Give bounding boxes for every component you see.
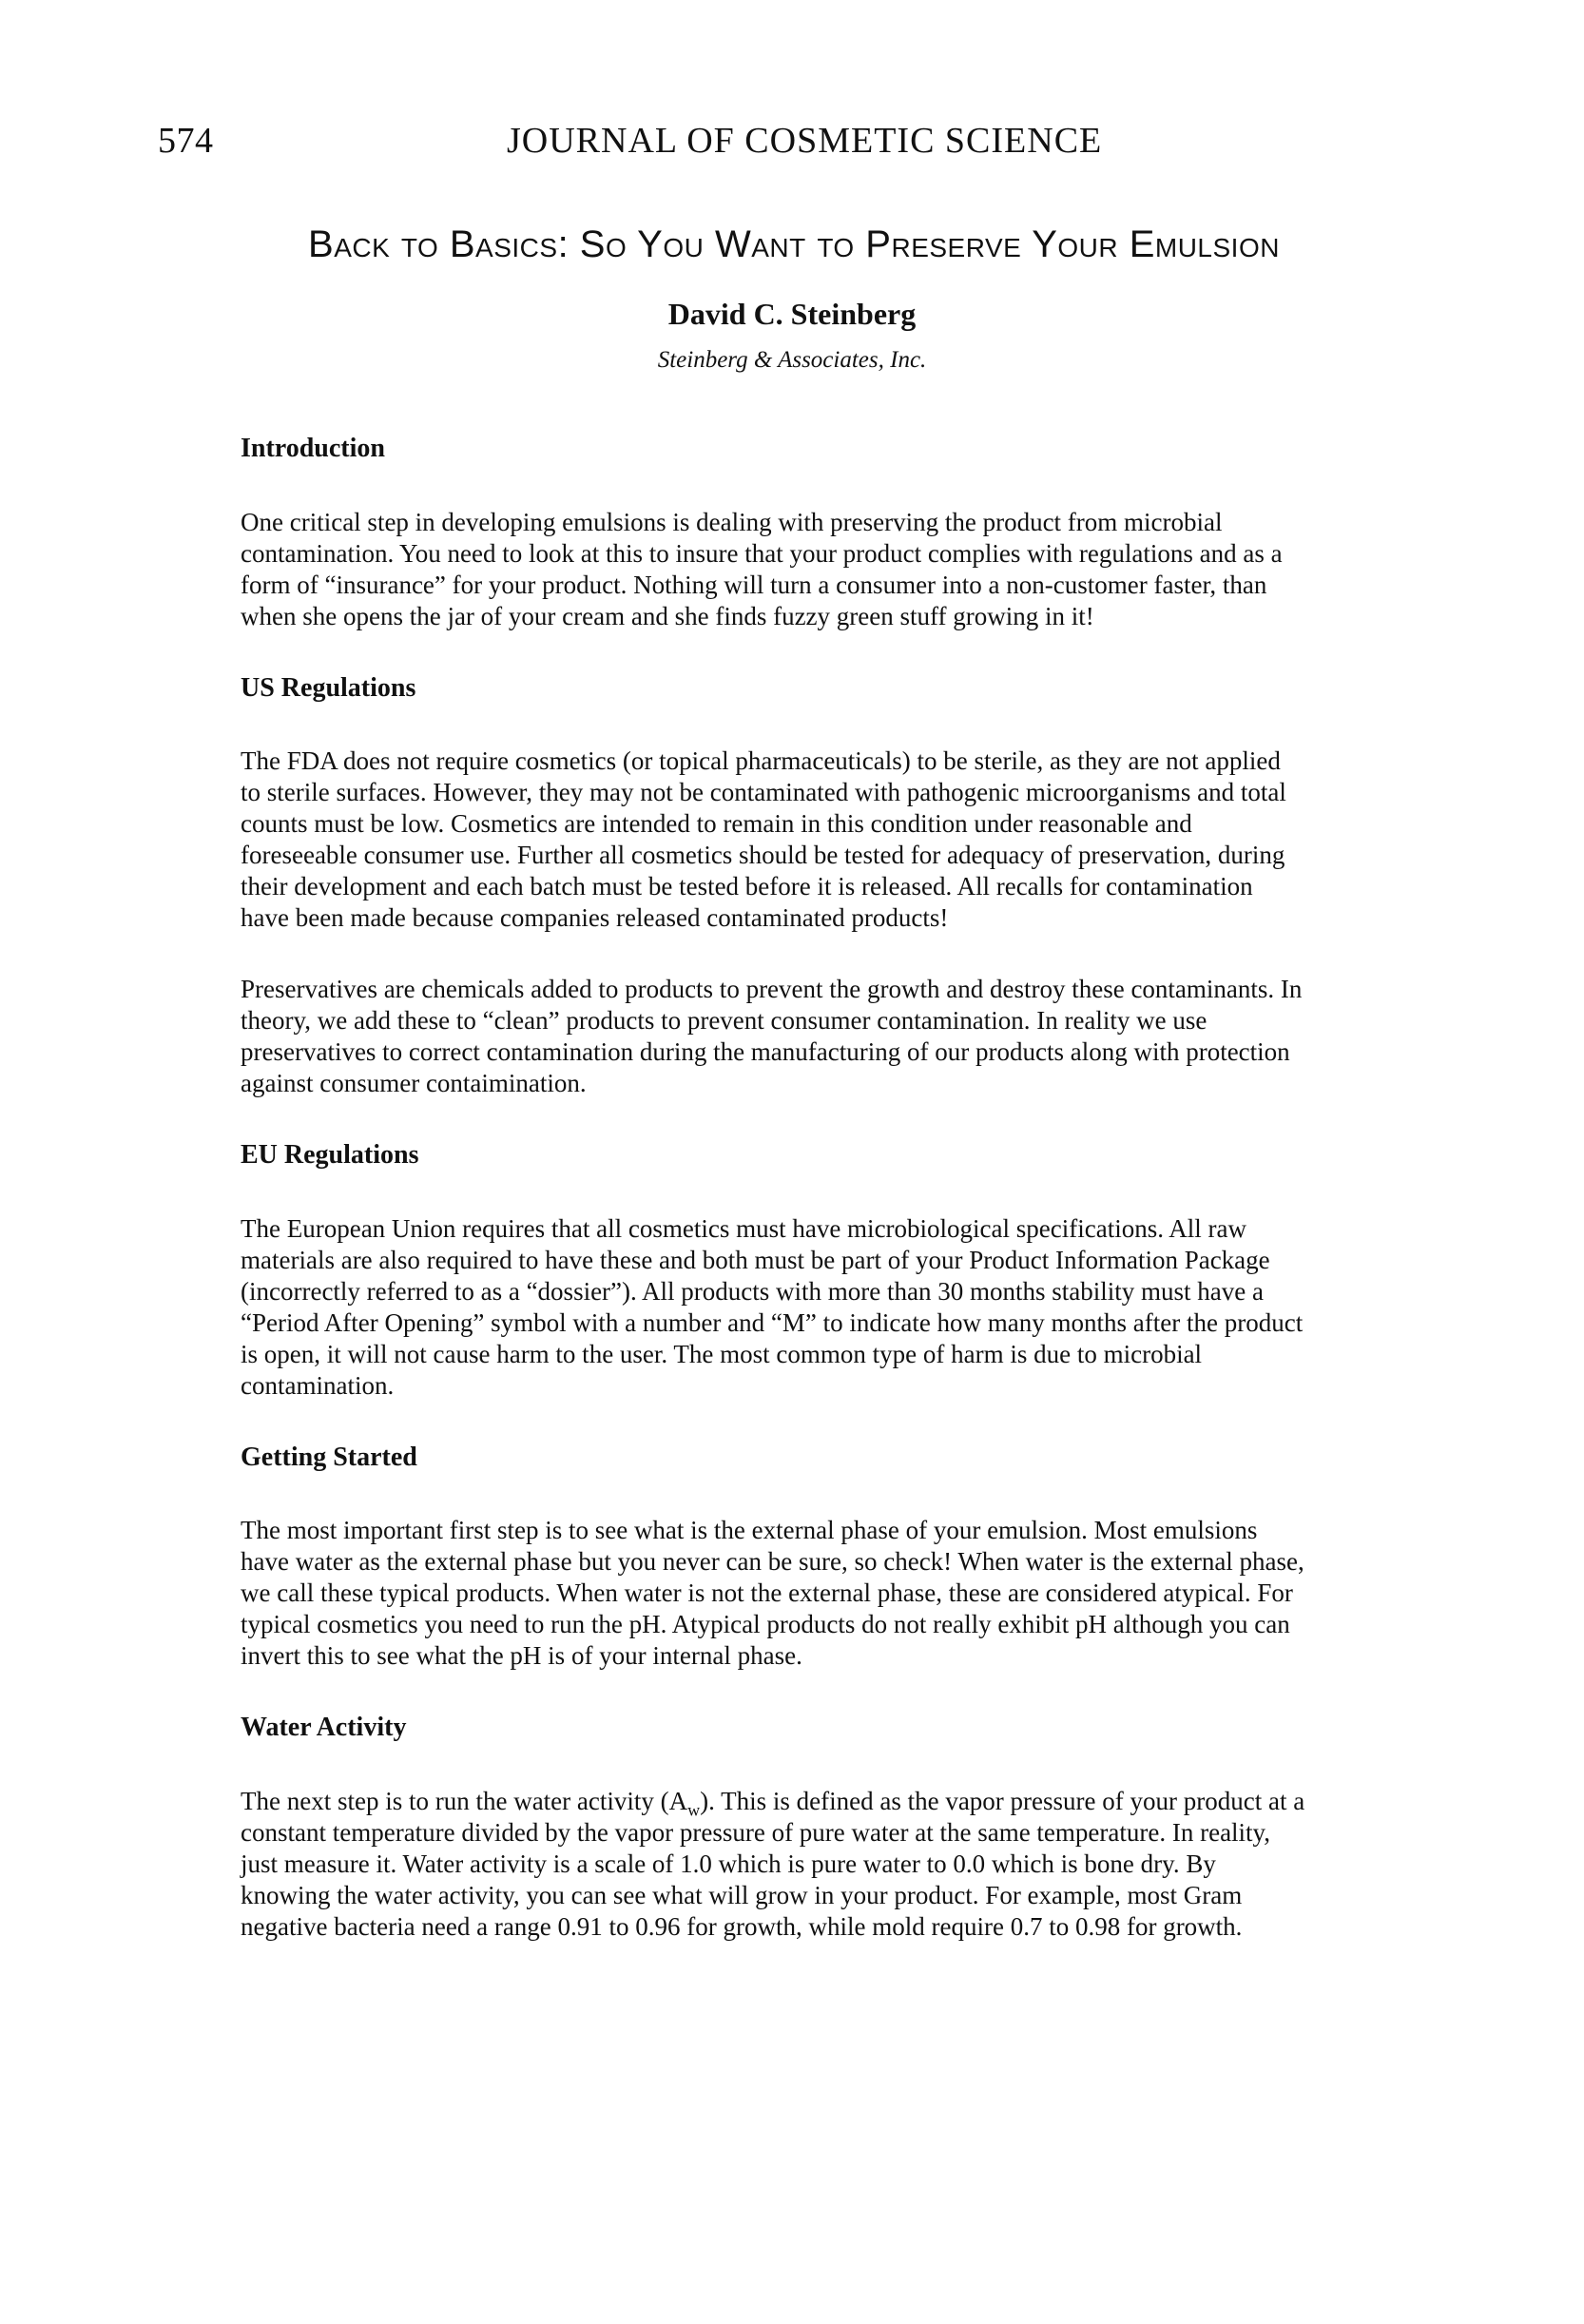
paragraph: The European Union requires that all cosmetics must have microbiological specifications. All raw materials are also required to have these and both must be part of your Product Information Package (incorrectly referred to as a “dossier”). All products with more than 30 months stability must have a “Period After Opening” symbol with a number and “M” to indicate how many months after the product is open, it will not cause harm to the user. The most common type of harm is due to microbial contamination.	[241, 1213, 1304, 1400]
section-us-regulations	[241, 672, 1305, 1100]
section-heading: Water Activity	[241, 1713, 407, 1743]
article-title: Back to Basics: So You Want to Preserve Your Emulsion	[308, 223, 1280, 265]
paragraph-lead: The next step is to run the water activity (A	[241, 1786, 688, 1815]
paragraph-rest: ). This is defined as the vapor pressure of your product at a constant temperature divided by the vapor pressure of pure water at the same temperature. In reality, just measure it. Water activity is a scale of 1.0 which is pure water to 0.0 which is bone dry. By knowing the water activity, you can see what will grow in your product. For example, most Gram negative bacteria need a range 0.91 to 0.96 for growth, while mold require 0.7 to 0.98 for growth.	[241, 1786, 1305, 1941]
paragraph-water-activity	[241, 1786, 1305, 1943]
section-water-activity	[241, 1712, 1305, 1943]
author-name: David C. Steinberg	[667, 297, 917, 331]
article-body	[241, 433, 1305, 1983]
section-heading: Getting Started	[241, 1442, 417, 1472]
author-affiliation: Steinberg & Associates, Inc.	[657, 347, 927, 373]
section-heading: EU Regulations	[241, 1140, 419, 1171]
journal-name: JOURNAL OF COSMETIC SCIENCE	[507, 121, 1103, 161]
paragraph: Preservatives are chemicals added to products to prevent the growth and destroy these contaminants. In theory, we add these to “clean” products to prevent consumer contamination. In reality we use preservatives to correct contamination during the manufacturing of our products along with protection against consumer contaimination.	[241, 975, 1303, 1098]
section-eu-regulations	[241, 1139, 1305, 1402]
running-head	[158, 120, 1426, 167]
subscript-w: w	[687, 1800, 701, 1820]
paragraph: The most important first step is to see what is the external phase of your emulsion. Most emulsions have water as the external phase but you never can be sure, so check! When water is the external phase, we call these typical products. When water is not the external phase, these are considered atypical. For typical cosmetics you need to run the pH. Atypical products do not really exhibit pH although you can invert this to see what the pH is of your internal phase.	[241, 1516, 1304, 1671]
page-number: 574	[158, 121, 214, 161]
section-getting-started	[241, 1442, 1305, 1673]
paragraph: The FDA does not require cosmetics (or topical pharmaceuticals) to be sterile, as they are not applied to sterile surfaces. However, they may not be contaminated with pathogenic microorganisms and total counts must be low. Cosmetics are intended to remain in this condition under reasonable and foreseeable consumer use. Further all cosmetics should be tested for adequacy of preservation, during their development and each batch must be tested before it is released. All recalls for contamination have been made because companies released contaminated products!	[241, 746, 1286, 933]
section-heading: Introduction	[241, 434, 385, 463]
section-heading: US Regulations	[241, 672, 416, 703]
paragraph: One critical step in developing emulsions is dealing with preserving the product from microbial contamination. You need to look at this to insure that your product complies with regulations and as a form of “insurance” for your product. Nothing will turn a consumer into a non-customer faster, than when she opens the jar of your cream and she finds fuzzy green stuff growing in it!	[241, 507, 1283, 630]
section-introduction	[241, 433, 1305, 632]
